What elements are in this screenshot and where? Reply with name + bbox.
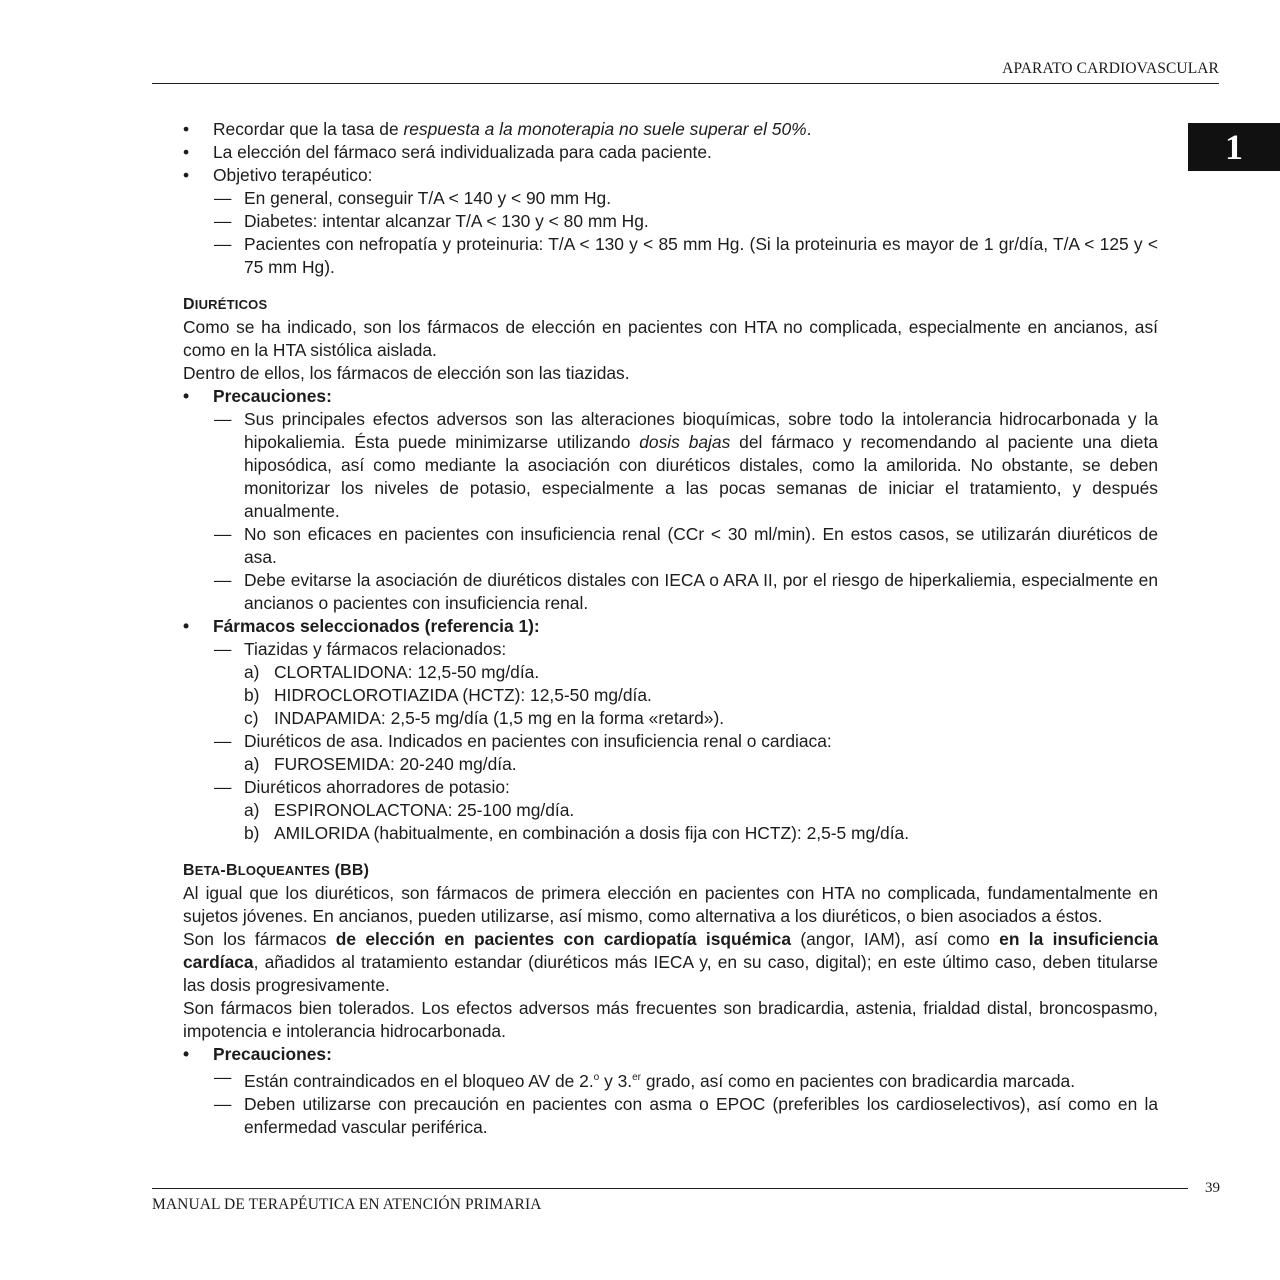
dash-marker: — (214, 639, 232, 659)
letter-marker: b) (244, 823, 260, 843)
dash-item: — Sus principales efectos adversos son las alteraciones bioquímicas, sobre todo la intolerancia hidrocarbonada y la hipokaliemia. Ésta puede minimizarse utilizando dosis bajas del fármaco y recomendando al paciente una dieta hiposódica, así como mediante la asociación con diuréticos distales, como la amilorida. No obstante, se deben monitorizar los niveles de potasio, especialmente a las pocas semanas de iniciar el tratamiento, y después anualmente. (214, 409, 1158, 521)
section-heading-diureticos: DIURÉTICOS (183, 296, 268, 313)
bullet-item: • Recordar que la tasa de respuesta a la monoterapia no suele superar el 50%. (183, 119, 812, 139)
bullet-marker: • (183, 165, 190, 185)
page-body (183, 118, 1158, 1139)
bullet-marker: • (183, 616, 190, 636)
header-rule (152, 83, 1219, 84)
bullet-item: • Objetivo terapéutico: (183, 165, 373, 185)
bullet-item-precauciones: • Precauciones: (183, 1044, 332, 1064)
dash-marker: — (214, 409, 232, 429)
drug-item: a) CLORTALIDONA: 12,5-50 mg/día. (244, 662, 540, 682)
bold-phrase: de elección en pacientes con cardiopatía isquémica (335, 929, 791, 949)
drug-item: b) HIDROCLOROTIAZIDA (HCTZ): 12,5-50 mg/día. (244, 685, 652, 705)
dash-marker: — (214, 777, 232, 797)
drug-item: c) INDAPAMIDA: 2,5-5 mg/día (1,5 mg en la forma «retard»). (244, 708, 725, 728)
section-heading-beta-bloqueantes: BETA-BLOQUEANTES (BB) (183, 862, 370, 879)
drug-item: a) ESPIRONOLACTONA: 25-100 mg/día. (244, 800, 575, 820)
dash-item: — Tiazidas y fármacos relacionados: (214, 639, 507, 659)
bullet-marker: • (183, 386, 190, 406)
dash-item: — En general, conseguir T/A < 140 y < 90 mm Hg. (214, 188, 612, 208)
paragraph: Dentro de ellos, los fármacos de elección son las tiazidas. (183, 363, 630, 383)
paragraph: Al igual que los diuréticos, son fármacos de primera elección en pacientes con HTA no complicada, fundamentalmente en sujetos jóvenes. En ancianos, pueden utilizarse, así mismo, como alternativa a los diuréticos, o bien asociados a éstos. (183, 883, 1158, 926)
superscript: er (632, 1072, 642, 1083)
running-footer: MANUAL DE TERAPÉUTICA EN ATENCIÓN PRIMARIA (152, 1196, 542, 1213)
dash-marker: — (214, 211, 232, 231)
letter-marker: a) (244, 662, 260, 682)
superscript: o (593, 1072, 600, 1083)
bullet-item: • La elección del fármaco será individualizada para cada paciente. (183, 142, 712, 162)
dash-item: — Diabetes: intentar alcanzar T/A < 130 y < 80 mm Hg. (214, 211, 649, 231)
bullet-marker: • (183, 1044, 190, 1064)
dash-item: — Pacientes con nefropatía y proteinuria: T/A < 130 y < 85 mm Hg. (Si la proteinuria es mayor de 1 gr/día, T/A < 125 y < 75 mm Hg). (214, 234, 1158, 277)
running-header: APARATO CARDIOVASCULAR (1002, 60, 1219, 77)
letter-marker: a) (244, 800, 260, 820)
dash-marker: — (214, 234, 232, 254)
paragraph: Son los fármacos de elección en pacientes con cardiopatía isquémica (angor, IAM), así como en la insuficiencia cardíaca, añadidos al tratamiento estandar (diuréticos más IECA y, en su caso, digital); en este último caso, deben titularse las dosis progresivamente. (183, 929, 1158, 995)
dash-item: — Diuréticos ahorradores de potasio: (214, 777, 510, 797)
dash-marker: — (214, 570, 232, 590)
drug-item: b) AMILORIDA (habitualmente, en combinación a dosis fija con HCTZ): 2,5-5 mg/día. (244, 823, 910, 843)
chapter-tab: 1 (1188, 123, 1280, 171)
paragraph: Son fármacos bien tolerados. Los efectos adversos más frecuentes son bradicardia, astenia, frialdad distal, broncospasmo, impotencia e intolerancia hidrocarbonada. (183, 998, 1158, 1041)
bullet-marker: • (183, 119, 190, 139)
dash-item: — No son eficaces en pacientes con insuficiencia renal (CCr < 30 ml/min). En estos casos, se utilizarán diuréticos de asa. (214, 524, 1158, 567)
bullet-marker: • (183, 142, 190, 162)
dash-marker: — (214, 188, 232, 208)
dash-item: — Diuréticos de asa. Indicados en pacientes con insuficiencia renal o cardiaca: (214, 731, 832, 751)
page-number: 39 (1205, 1180, 1220, 1196)
emphasis: respuesta a la monoterapia no suele superar el 50% (403, 119, 807, 139)
emphasis: dosis bajas (639, 432, 731, 452)
bold-phrase: en la insuficiencia cardíaca (183, 929, 1158, 972)
paragraph: Como se ha indicado, son los fármacos de elección en pacientes con HTA no complicada, especialmente en ancianos, así como en la HTA sistólica aislada. (183, 317, 1158, 360)
letter-marker: b) (244, 685, 260, 705)
dash-marker: — (214, 1093, 232, 1114)
dash-marker: — (214, 731, 232, 751)
dash-item: — Deben utilizarse con precaución en pacientes con asma o EPOC (preferibles los cardioselectivos), así como en la enfermedad vascular periférica. (214, 1093, 1158, 1137)
letter-marker: c) (244, 708, 259, 728)
dash-marker: — (214, 1067, 232, 1087)
letter-marker: a) (244, 754, 260, 774)
drug-item: a) FUROSEMIDA: 20-240 mg/día. (244, 754, 517, 774)
dash-item: — Debe evitarse la asociación de diuréticos distales con IECA o ARA II, por el riesgo de hiperkaliemia, especialmente en ancianos o pacientes con insuficiencia renal. (214, 570, 1158, 613)
bullet-item-farmacos: • Fármacos seleccionados (referencia 1): (183, 616, 540, 636)
dash-marker: — (214, 524, 232, 544)
dash-item: — Están contraindicados en el bloqueo AV de 2.$^o$ y 3.$^{er}$ grado, así como en pacientes con bradicardia marcada. (214, 1067, 1076, 1091)
bullet-item-precauciones: • Precauciones: (183, 386, 332, 406)
footer-rule (152, 1188, 1188, 1189)
